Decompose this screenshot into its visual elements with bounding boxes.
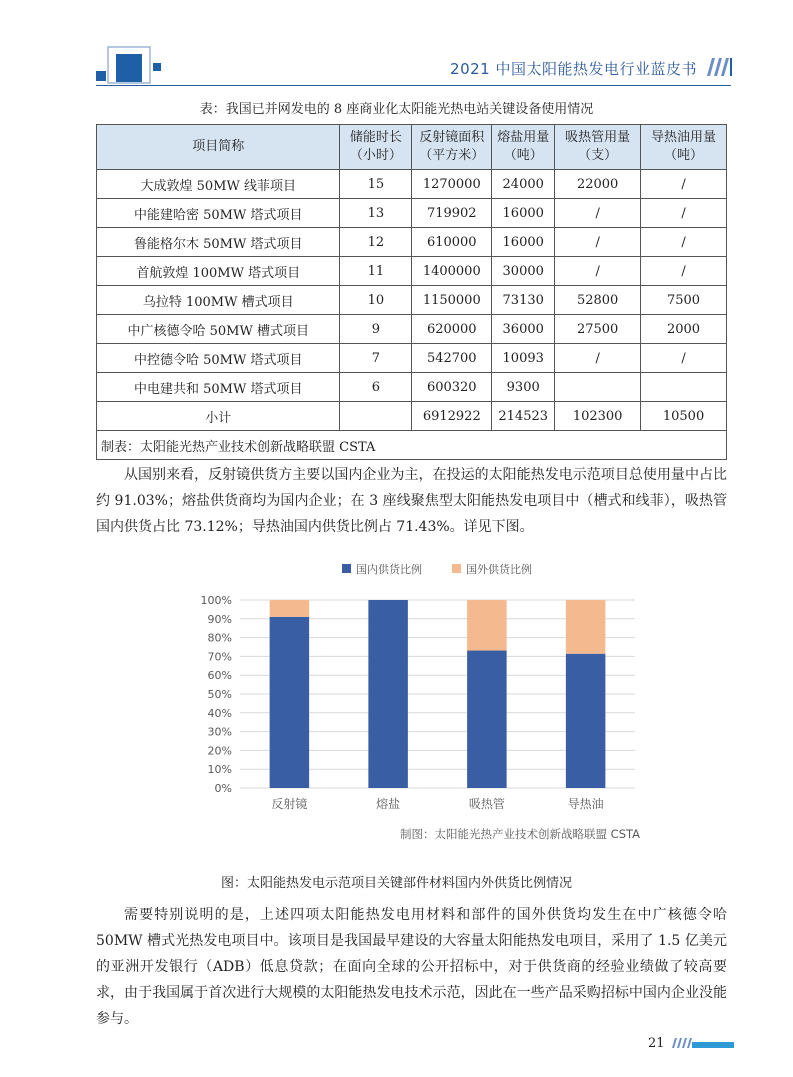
bar-segment [467, 651, 507, 788]
table-cell: / [555, 228, 641, 257]
table-cell: 16000 [492, 228, 555, 257]
header-rule [96, 85, 731, 86]
table-cell: 542700 [412, 344, 492, 373]
table-cell: 中电建共和 50MW 塔式项目 [97, 373, 340, 402]
table-cell: 27500 [555, 315, 641, 344]
table-row [97, 257, 727, 286]
paragraph-1: 从国别来看，反射镜供货方主要以国内企业为主，在投运的太阳能热发电示范项目总使用量中占比约 91.03%；熔盐供货商均为国内企业；在 3 座线聚焦型太阳能热发电项目中（槽式和线菲），吸热管国内供货占比 73.12%；导热油国内供货比例占 71.43%。详见下图。 [96, 467, 727, 535]
table-header-text: 项目简称 [192, 139, 245, 154]
y-tick-label: 80% [207, 631, 232, 645]
table-cell: 10500 [641, 402, 727, 431]
table-row [97, 228, 727, 257]
y-tick-label: 70% [207, 650, 232, 664]
table-header-text: （吨） [664, 148, 704, 163]
bar-segment [566, 600, 606, 654]
table-cell: 中广核德令哈 50MW 槽式项目 [97, 315, 340, 344]
table-header-text: 导热油用量 [651, 130, 717, 145]
table-cell: 中控德令哈 50MW 塔式项目 [97, 344, 340, 373]
y-tick-label: 100% [200, 594, 232, 607]
legend-swatch [342, 564, 351, 573]
table-row [97, 170, 727, 199]
table-cell: 24000 [492, 170, 555, 199]
table-header-row [97, 125, 727, 170]
legend-swatch [452, 564, 461, 573]
table-header-cell [641, 125, 727, 170]
table-header-text: 储能时长 [349, 130, 402, 145]
table-cell: 9 [340, 315, 412, 344]
x-tick-label: 熔盐 [376, 797, 401, 811]
table-cell: 6 [340, 373, 412, 402]
page-number: 21 [648, 1036, 665, 1051]
legend-label: 国内供货比例 [356, 563, 422, 576]
table-cell: 16000 [492, 199, 555, 228]
table-cell: 6912922 [412, 402, 492, 431]
table-cell [555, 373, 641, 402]
table-cell: 600320 [412, 373, 492, 402]
table-row [97, 199, 727, 228]
table-cell: 1150000 [412, 286, 492, 315]
table-cell: 15 [340, 170, 412, 199]
chart-svg [190, 552, 650, 852]
table-header-text: 熔盐用量 [497, 130, 550, 145]
table-cell: / [641, 228, 727, 257]
table-cell: 11 [340, 257, 412, 286]
header-slash-decoration [703, 56, 733, 78]
table-cell: / [641, 344, 727, 373]
table-cell: 719902 [412, 199, 492, 228]
bar-segment [566, 654, 606, 788]
table-cell: 22000 [555, 170, 641, 199]
table-header-cell [492, 125, 555, 170]
table-cell: 中能建哈密 50MW 塔式项目 [97, 199, 340, 228]
table-cell [340, 402, 412, 431]
footer-slash-decoration [670, 1036, 734, 1050]
table-cell: 30000 [492, 257, 555, 286]
table-row [97, 344, 727, 373]
table-cell: 620000 [412, 315, 492, 344]
bar-segment [270, 617, 310, 788]
bar-segment [467, 600, 507, 651]
table-cell: 13 [340, 199, 412, 228]
bar-segment [368, 600, 408, 788]
figure-caption: 图：太阳能热发电示范项目关键部件材料国内外供货比例情况 [220, 876, 572, 891]
legend-label: 国外供货比例 [466, 563, 532, 576]
table-cell: 首航敦煌 100MW 塔式项目 [97, 257, 340, 286]
table-cell: 乌拉特 100MW 槽式项目 [97, 286, 340, 315]
table-header-cell [97, 125, 340, 170]
table-cell: 10 [340, 286, 412, 315]
table-cell: / [641, 257, 727, 286]
table-cell: / [641, 199, 727, 228]
y-tick-label: 20% [207, 744, 232, 758]
table-header-text: （平方米） [419, 148, 485, 163]
table-cell: / [555, 344, 641, 373]
table-cell: / [555, 257, 641, 286]
table-cell: 10093 [492, 344, 555, 373]
table-cell: 1400000 [412, 257, 492, 286]
table-row [97, 402, 727, 431]
table-cell: 7 [340, 344, 412, 373]
y-tick-label: 10% [207, 763, 232, 777]
table-cell: 小计 [97, 402, 340, 431]
equipment-usage-table [96, 124, 727, 460]
table-header-cell [340, 125, 412, 170]
y-tick-label: 0% [214, 782, 232, 795]
chart-source-note: 制图：太阳能光热产业技术创新战略联盟 CSTA [400, 827, 640, 841]
y-tick-label: 60% [207, 669, 232, 683]
table-row [97, 286, 727, 315]
x-tick-label: 反射镜 [271, 797, 308, 811]
table-cell: 610000 [412, 228, 492, 257]
paragraph-2: 需要特别说明的是，上述四项太阳能热发电用材料和部件的国外供货均发生在中广核德令哈 50MW 槽式光热发电项目中。该项目是我国最早建设的大容量太阳能热发电项目，采用了 1.5 亿美元的亚洲开发银行（ADB）低息贷款；在面向全球的公开招标中，对于供货商的经验业绩做了较高要求，由于我国属于首次进行大规模的太阳能热发电技术示范，因此在一些产品采购招标中国内企业没能参与。 [96, 907, 727, 1027]
x-tick-label: 吸热管 [468, 797, 505, 811]
supply-ratio-chart [190, 552, 650, 852]
table-row [97, 315, 727, 344]
table-header-cell [412, 125, 492, 170]
table-header-text: （吨） [503, 148, 543, 163]
y-tick-label: 30% [207, 725, 232, 739]
table-cell: 52800 [555, 286, 641, 315]
table-cell: 9300 [492, 373, 555, 402]
table-cell: 73130 [492, 286, 555, 315]
table-row [97, 373, 727, 402]
table-cell: 鲁能格尔木 50MW 塔式项目 [97, 228, 340, 257]
x-tick-label: 导热油 [567, 797, 604, 811]
table-cell: 2000 [641, 315, 727, 344]
table-header-text: 吸热管用量 [565, 130, 631, 145]
table-header-text: （支） [578, 148, 618, 163]
table-note-row [97, 431, 727, 460]
table-cell [641, 373, 727, 402]
table-cell: / [555, 199, 641, 228]
table-cell: 102300 [555, 402, 641, 431]
table-cell: / [641, 170, 727, 199]
table-cell: 7500 [641, 286, 727, 315]
table-cell: 12 [340, 228, 412, 257]
table-header-text: 反射镜面积 [419, 130, 485, 145]
table-cell: 214523 [492, 402, 555, 431]
table-cell: 1270000 [412, 170, 492, 199]
table-cell: 36000 [492, 315, 555, 344]
y-tick-label: 90% [207, 612, 232, 626]
y-tick-label: 50% [207, 688, 232, 701]
table-cell: 大成敦煌 50MW 线菲项目 [97, 170, 340, 199]
table-body [97, 170, 727, 460]
table-source-note: 制表：太阳能光热产业技术创新战略联盟 CSTA [97, 431, 727, 460]
bar-segment [270, 600, 310, 617]
table-caption: 表：我国已并网发电的 8 座商业化太阳能光热电站关键设备使用情况 [199, 102, 594, 117]
header-logo [0, 0, 200, 90]
table-header-cell [555, 125, 641, 170]
y-tick-label: 40% [207, 706, 232, 720]
header-title: 2021 中国太阳能热发电行业蓝皮书 [450, 60, 697, 78]
table-header-text: （小时） [349, 148, 402, 163]
